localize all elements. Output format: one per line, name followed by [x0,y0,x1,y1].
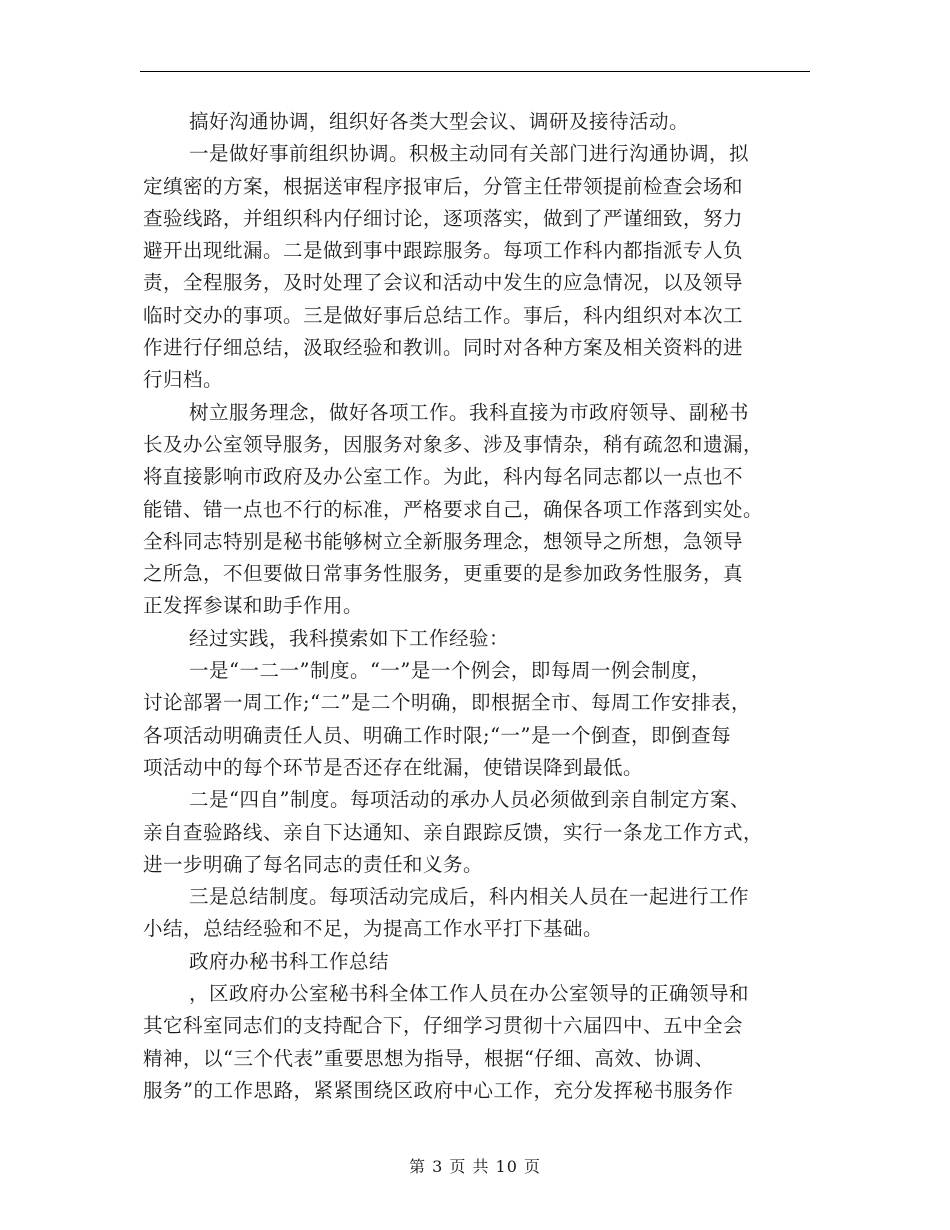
text-line: 精神，以“三个代表”重要思想为指导，根据“仔细、高效、协调、 [143,1046,715,1070]
text-line: 搞好沟通协调，组织好各类大型会议、调研及接待活动。 [189,110,690,133]
text-line: 作进行仔细总结，汲取经验和教训。同时对各种方案及相关资料的进 [143,336,744,360]
text-line: 讨论部署一周工作;“二”是二个明确，即根据全市、每周工作安排表， [143,691,752,715]
text-line: 经过实践，我科摸索如下工作经验： [189,626,510,650]
text-line: 将直接影响市政府及办公室工作。为此，科内每名同志都以一点也不 [143,465,744,489]
text-line: 全科同志特别是秘书能够树立全新服务理念，想领导之所想，急领导 [143,529,744,553]
text-line: 长及办公室领导服务，因服务对象多、涉及事情杂，稍有疏忽和遗漏， [143,432,764,456]
text-line: 之所急，不但要做日常事务性服务，更重要的是参加政务性服务，真 [143,562,744,586]
text-line: 定缜密的方案，根据送审程序报审后，分管主任带领提前检查会场和 [143,174,744,198]
text-line: 正发挥参谋和助手作用。 [143,594,364,618]
text-line: 一是做好事前组织协调。积极主动同有关部门进行沟通协调，拟 [189,142,750,166]
text-line: 树立服务理念，做好各项工作。我科直接为市政府领导、副秘书 [189,400,750,424]
text-line: 二是“四自”制度。每项活动的承办人员必须做到亲自制定方案、 [189,788,750,812]
header-rule [140,71,810,72]
text-line: 临时交办的事项。三是做好事后总结工作。事后，科内组织对本次工 [143,303,744,327]
text-line: 行归档。 [143,368,224,392]
text-line: 项活动中的每个环节是否还存在纰漏，使错误降到最低。 [143,755,644,779]
text-line: 查验线路，并组织科内仔细讨论，逐项落实，做到了严谨细致，努力 [143,206,744,230]
text-line: 避开出现纰漏。二是做到事中跟踪服务。每项工作科内都指派专人负 [143,239,744,263]
text-line: 进一步明确了每名同志的责任和义务。 [143,852,484,876]
text-line: 一是“一二一”制度。“一”是一个例会，即每周一例会制度， [189,659,711,683]
text-line: 政府办秘书科工作总结 [189,949,390,973]
text-line: 服务”的工作思路，紧紧围绕区政府中心工作，充分发挥秘书服务作 [143,1078,734,1102]
text-line: 能错、错一点也不行的标准，严格要求自己，确保各项工作落到实处。 [143,497,764,521]
text-line: ，区政府办公室秘书科全体工作人员在办公室领导的正确领导和 [189,982,750,1006]
text-line: 责，全程服务，及时处理了会议和活动中发生的应急情况，以及领导 [143,271,744,295]
text-line: 亲自查验路线、亲自下达通知、亲自跟踪反馈，实行一条龙工作方式， [143,820,764,844]
document-body [143,106,813,1107]
text-line: 三是总结制度。每项活动完成后，科内相关人员在一起进行工作 [189,885,750,909]
text-line: 其它科室同志们的支持配合下，仔细学习贯彻十六届四中、五中全会 [143,1014,744,1038]
page-footer: 第 3 页 共 10 页 [409,1157,541,1176]
text-line: 各项活动明确责任人员、明确工作时限;“一”是一个倒查，即倒查每 [143,723,732,747]
text-line: 小结，总结经验和不足，为提高工作水平打下基础。 [143,917,604,941]
